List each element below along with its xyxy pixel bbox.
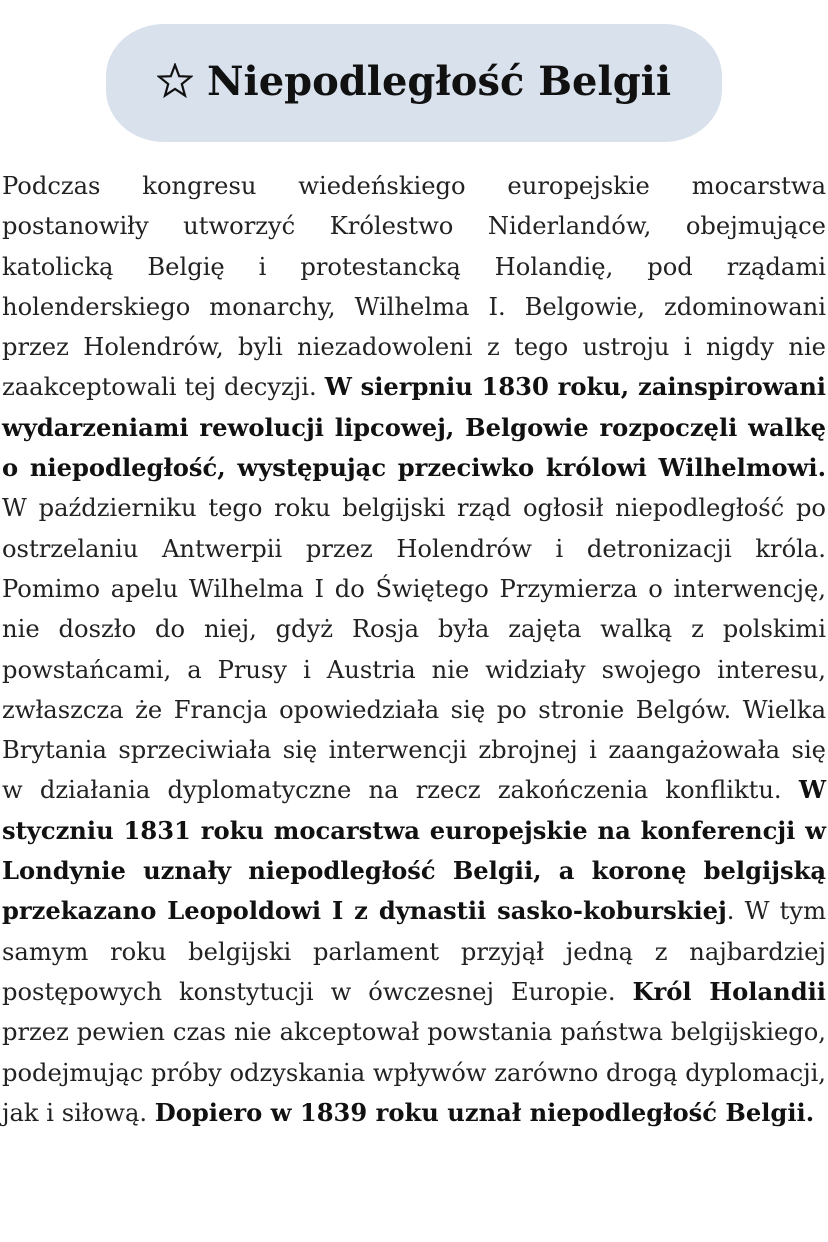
article-text-segment: przez pewien czas nie akceptował powstania państwa belgijskiego, podejmując próby odzyskania wpływów zarówno drogą dyplomacji, jak i siłową. <box>2 1018 826 1127</box>
title-row <box>157 58 671 105</box>
article-bold-segment: Król Holandii <box>632 976 826 1006</box>
article-text-segment: W październiku tego roku belgijski rząd ogłosił niepodległość po ostrzelaniu Antwerpii przez Holendrów i detronizacji króla. Pomimo apelu Wilhelma I do Świętego Przymierza o interwencję, nie doszło do niej, gdyż Rosja była zajęta walką z polskimi powstańcami, a Prusy i Austria nie widziały swojego interesu, zwłaszcza że Francja opowiedziała się po stronie Belgów. Wielka Brytania sprzeciwiała się interwencji zbrojnej i zaangażowała się w działania dyplomatyczne na rzecz zakończenia konfliktu. <box>2 494 826 805</box>
article-text-segment: . W tym samym roku belgijski parlament przyjął jedną z najbardziej postępowych konstytucji w ówczesnej Europie. <box>2 897 827 1006</box>
star-outline-icon <box>157 63 193 99</box>
page-title: Niepodległość Belgii <box>206 57 672 105</box>
article-bold-segment: W styczniu 1831 roku mocarstwa europejskie na konferencji w Londynie uznały niepodległość Belgii, a koronę belgijską przekazano Leopoldowi I z dynastii sasko-koburskiej <box>2 775 826 926</box>
article-bold-segment: W sierpniu 1830 roku, zainspirowani wydarzeniami rewolucji lipcowej, Belgowie rozpoczęli walkę o niepodległość, występując przeciwko królowi Wilhelmowi. <box>2 372 826 483</box>
article-body <box>2 166 826 1133</box>
article-text-segment: Podczas kongresu wiedeńskiego europejskie mocarstwa postanowiły utworzyć Królestwo Niderlandów, obejmujące katolicką Belgię i protestancką Holandię, pod rządami holenderskiego monarchy, Wilhelma I. Belgowie, zdominowani przez Holendrów, byli niezadowoleni z tego ustroju i nigdy nie zaakceptowali tej decyzji. <box>2 172 826 402</box>
article-bold-segment: Dopiero w 1839 roku uznał niepodległość Belgii. <box>154 1097 815 1127</box>
title-badge <box>106 24 722 142</box>
